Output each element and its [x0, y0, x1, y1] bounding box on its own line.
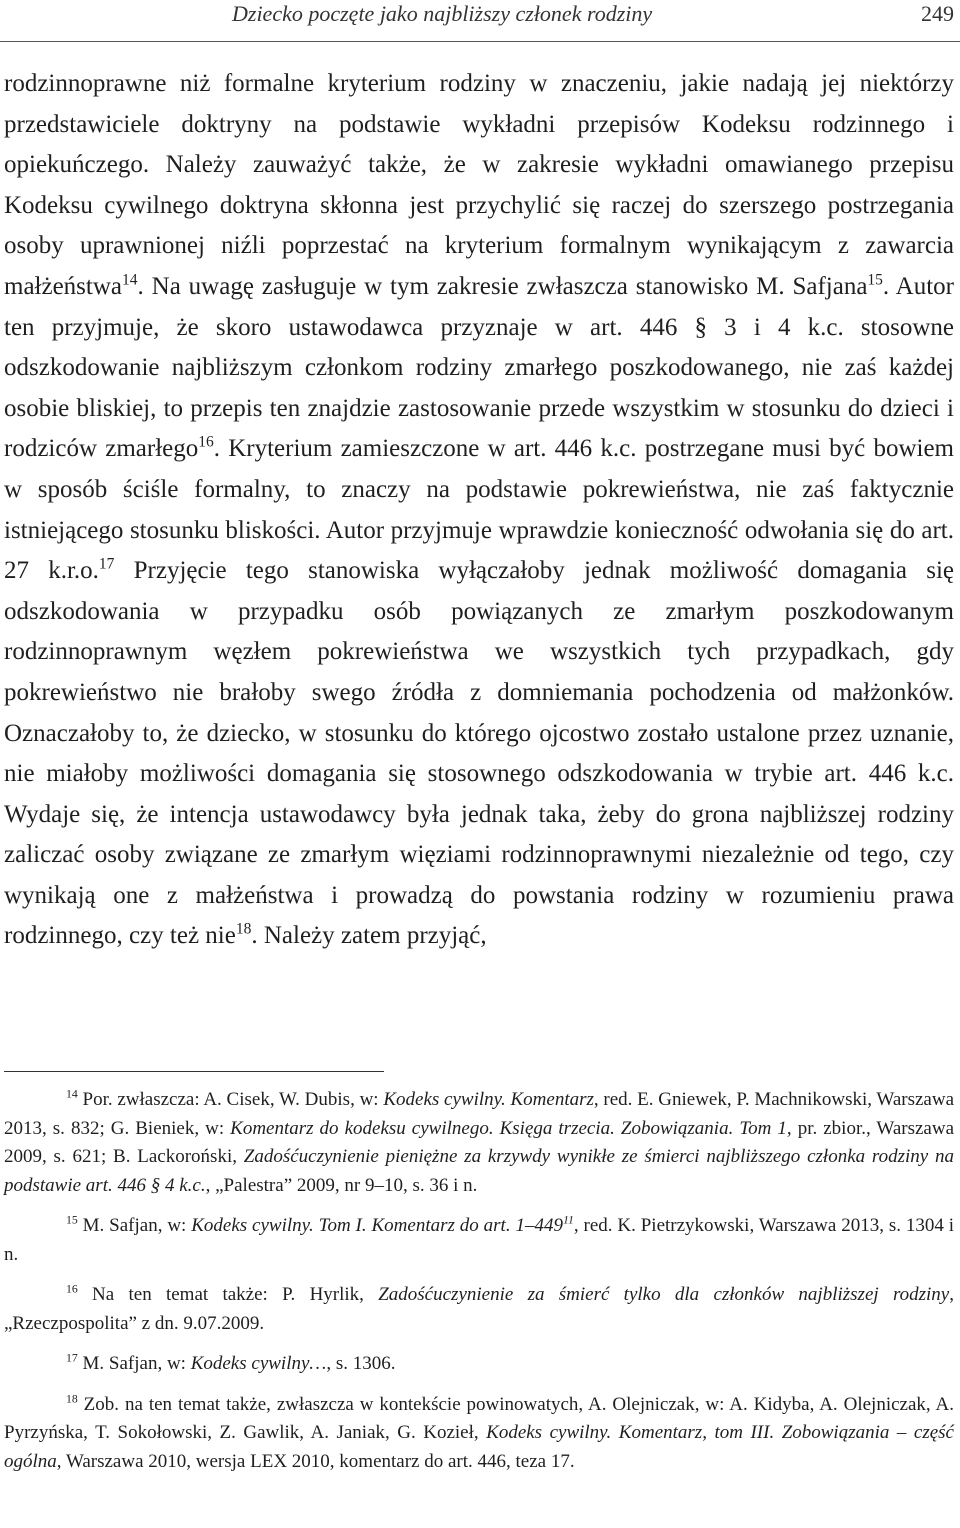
footnote-ref-17[interactable]: 17: [98, 555, 115, 573]
body-segment: . Kryterium zamieszczone w art. 446 k.c. postrzegane musi być bowiem w sposób ściśle formalny, to znaczy na podstawie pokrewieństwa, nie zaś faktycznie istniejącego stosunku bliskości. Autor przyjmuje wprawdzie konieczność odwołania się do art. 27 k.r.o.: [4, 435, 955, 585]
footnote-ref-18[interactable]: 18: [235, 921, 252, 939]
footnote-17: [4, 1350, 954, 1379]
page-number: 249: [921, 1, 954, 26]
footnote-16: [4, 1281, 954, 1338]
footnote-ref-14[interactable]: 14: [122, 271, 138, 289]
footnote-number: 16: [66, 1282, 78, 1296]
main-text: [4, 64, 954, 957]
body-segment: . Należy zatem przyjąć,: [251, 922, 487, 950]
footnote-text: , red. E. Gniewek, P. Machnikowski, Warszawa 2013, s. 832; G. Bieniek, w:: [4, 1089, 955, 1139]
footnote-text: , „Rzeczpospolita” z dn. 9.07.2009.: [4, 1284, 954, 1334]
body-segment: . Autor ten przyjmuje, że skoro ustawodawca przyznaje w art. 446 § 3 i 4 k.c. stosowne odszkodowanie najbliższym członkom rodziny zmarłego poszkodowanego, nie zaś każdej osobie bliskiej, to przepis ten znajdzie zastosowanie przede wszystkim w stosunku do dzieci i rodziców zmarłego: [4, 272, 954, 463]
footnote-title: Kodeks cywilny. Komentarz, tom III. Zobowiązania – część ogólna: [4, 1422, 954, 1472]
footnote-text: , „Palestra” 2009, nr 9–10, s. 36 i n.: [205, 1174, 478, 1196]
footnote-number: 18: [66, 1392, 78, 1406]
footnote-text: M. Safjan, w:: [77, 1353, 191, 1374]
footnote-superscript: 11: [562, 1213, 574, 1227]
footnote-18: [4, 1391, 954, 1477]
footnotes: [4, 1086, 954, 1488]
footnote-title: Kodeks cywilny. Tom I. Komentarz do art. 1–449: [191, 1215, 563, 1236]
footnote-number: 15: [66, 1213, 78, 1227]
footnote-text: , Warszawa 2010, wersja LEX 2010, komentarz do art. 446, teza 17.: [56, 1450, 575, 1472]
running-title: Dziecko poczęte jako najbliższy członek rodziny: [232, 1, 653, 26]
footnote-14: [4, 1086, 954, 1200]
footnote-title: Komentarz do kodeksu cywilnego. Księga trzecia. Zobowiązania. Tom 1: [230, 1117, 787, 1139]
footnote-number: 14: [66, 1087, 78, 1101]
running-header: [0, 0, 960, 40]
footnote-title: Kodeks cywilny. Komentarz: [383, 1089, 594, 1110]
footnote-separator: [4, 1071, 384, 1072]
footnote-text: , pr. zbior., Warszawa 2009, s. 621; B. Lackoroński,: [4, 1117, 955, 1167]
footnote-ref-15[interactable]: 15: [867, 271, 883, 289]
footnote-15: [4, 1212, 954, 1269]
footnote-number: 17: [66, 1351, 78, 1365]
body-segment: . Na uwagę zasługuje w tym zakresie zwłaszcza stanowisko M. Safjana: [137, 272, 868, 300]
footnote-text: Por. zwłaszcza: A. Cisek, W. Dubis, w:: [77, 1089, 384, 1110]
footnote-text: M. Safjan, w:: [77, 1215, 192, 1236]
footnote-text: , s. 1306.: [326, 1353, 396, 1374]
footnote-title: Kodeks cywilny…: [190, 1353, 327, 1374]
footnote-text: Zob. na ten temat także, zwłaszcza w kontekście powinowatych, A. Olejniczak, w: A. Kidyba, A. Olejniczak, A. Pyrzyńska, T. Sokołowski, Z. Gawlik, A. Janiak, G. Kozieł,: [4, 1393, 954, 1443]
footnote-ref-16[interactable]: 16: [198, 434, 214, 452]
footnote-title: Zadośćuczynienie za śmierć tylko dla członków najbliższej rodziny: [378, 1284, 950, 1305]
body-segment: Przyjęcie tego stanowiska wyłączałoby jednak możliwość domagania się odszkodowania w przypadku osób powiązanych ze zmarłym poszkodowanym rodzinnoprawnym węzłem pokrewieństwa we wszystkich tych przypadkach, gdy pokrewieństwo nie brałoby swego źródła z domniemania pochodzenia od małżonków. Oznaczałoby to, że dziecko, w stosunku do którego ojcostwo zostało ustalone przez uznanie, nie miałoby możliwości domagania się stosownego odszkodowania w trybie art. 446 k.c. Wydaje się, że intencja ustawodawcy była jednak taka, żeby do grona najbliższej rodziny zaliczać osoby związane ze zmarłym więziami rodzinnoprawnymi niezależnie od tego, czy wynikają one z małżeństwa i prowadzą do powstania rodziny w rozumieniu prawa rodzinnego, czy też nie: [4, 557, 954, 950]
body-paragraph: [4, 64, 954, 957]
header-rule: [0, 41, 960, 42]
footnote-title: Zadośćuczynienie pieniężne za krzywdy wynikłe ze śmierci najbliższego członka rodziny na podstawie art. 446 § 4 k.c.: [4, 1146, 954, 1196]
body-segment: rodzinnoprawne niż formalne kryterium rodziny w znaczeniu, jakie nadają jej niektórzy przedstawiciele doktryny na podstawie wykładni przepisów Kodeksu rodzinnego i opiekuńczego. Należy zauważyć także, że w zakresie wykładni omawianego przepisu Kodeksu cywilnego doktryna skłonna jest przychylić się raczej do szerszego postrzegania osoby uprawnionej niźli poprzestać na kryterium formalnym wynikającym z zawarcia małżeństwa: [4, 70, 954, 300]
footnote-text: , red. K. Pietrzykowski, Warszawa 2013, s. 1304 i n.: [4, 1215, 955, 1265]
footnote-text: Na ten temat także: P. Hyrlik,: [77, 1284, 379, 1305]
